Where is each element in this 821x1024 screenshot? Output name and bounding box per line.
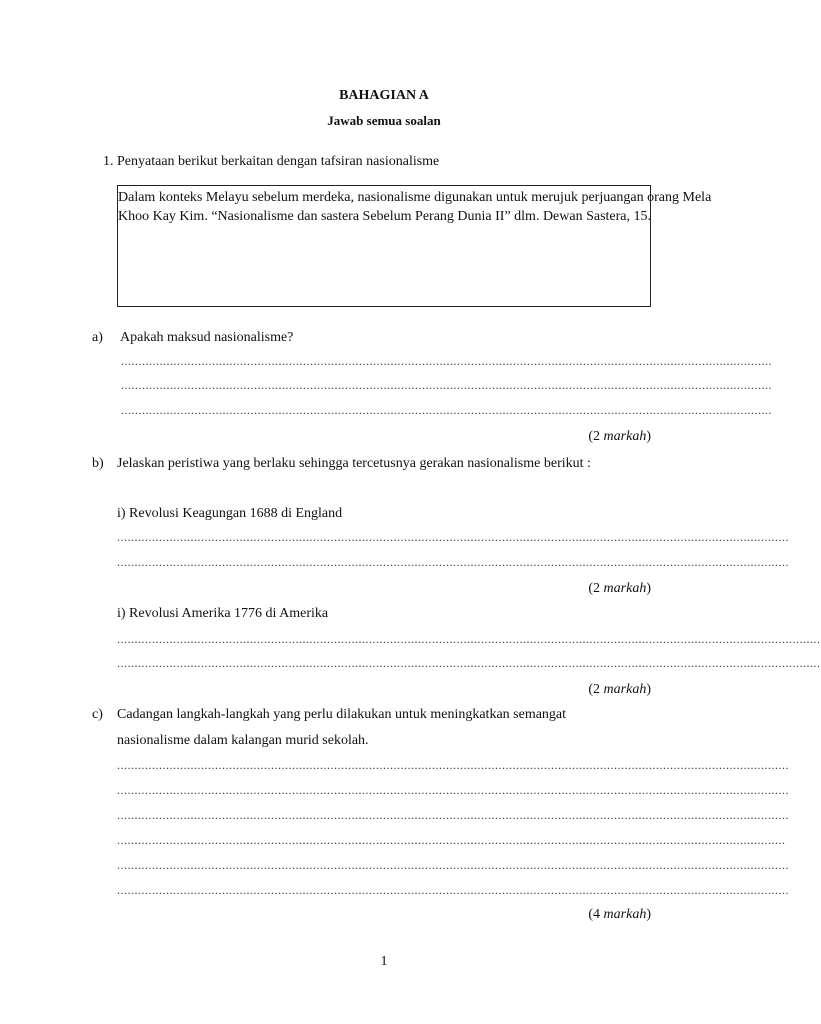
answer-line[interactable]: ................................................................................................................................................................................................ (117, 555, 789, 569)
part-c-question-line1: Cadangan langkah-langkah yang perlu dilakukan untuk meningkatkan semangat (117, 707, 567, 722)
marks-word: markah (603, 682, 647, 697)
quote-line: Dalam konteks Melayu sebelum merdeka, nasionalisme digunakan untuk merujuk perjuangan orang Mela (118, 190, 712, 205)
marks-word: markah (603, 907, 647, 922)
answer-line[interactable]: ................................................................................................................................................................................................ (117, 530, 789, 544)
part-a-label: a) (92, 330, 103, 345)
marks-number: 4 (593, 907, 601, 922)
part-b-question: Jelaskan peristiwa yang berlaku sehingga tercetusnya gerakan nasionalisme berikut : (117, 456, 591, 471)
answer-line[interactable]: ................................................................................................................................................................................................ (117, 808, 789, 822)
answer-line[interactable]: ................................................................................................................................................................................................ (117, 783, 789, 797)
question-stem: Penyataan berikut berkaitan dengan tafsiran nasionalisme (117, 154, 440, 169)
marks-number: 2 (593, 429, 601, 444)
part-a-question: Apakah maksud nasionalisme? (120, 330, 294, 345)
marks-label: (2 markah) (588, 581, 651, 596)
part-b-sub1-question: i) Revolusi Keagungan 1688 di England (117, 506, 343, 521)
question-number: 1. (103, 154, 114, 169)
answer-line[interactable]: ................................................................................................................................................................................................ (117, 858, 789, 872)
marks-label: (2 markah) (588, 429, 651, 444)
marks-word: markah (603, 581, 647, 596)
answer-line[interactable]: .......................................................................................................................................................................................... (121, 378, 772, 392)
answer-line[interactable]: ............................................................................................................................................................................................... (117, 833, 786, 847)
answer-line[interactable]: .......................................................................................................................................................................................... (121, 354, 772, 368)
part-c-question-line2: nasionalisme dalam kalangan murid sekolah. (117, 733, 369, 748)
part-c-label: c) (92, 707, 103, 722)
part-b-label: b) (92, 456, 104, 471)
answer-line[interactable]: ................................................................................................................................................................................................ (117, 883, 789, 897)
answer-line[interactable]: ................................................................................................................................................................................................ (117, 758, 789, 772)
answer-line[interactable]: .......................................................................................................................................................................................... (121, 403, 772, 417)
marks-word: markah (603, 429, 647, 444)
quote-line: Khoo Kay Kim. “Nasionalisme dan sastera Sebelum Perang Dunia II” dlm. Dewan Sastera, 15. (118, 209, 652, 224)
marks-label: (4 markah) (588, 907, 651, 922)
section-title: BAHAGIAN A (339, 88, 429, 103)
marks-label: (2 markah) (588, 682, 651, 697)
marks-number: 2 (593, 682, 601, 697)
part-b-sub2-question: i) Revolusi Amerika 1776 di Amerika (117, 606, 329, 621)
answer-line[interactable]: ......................................................................................................................................................................................................... (117, 656, 821, 670)
quote-text (118, 188, 711, 226)
page-number: 1 (380, 954, 388, 969)
marks-number: 2 (593, 581, 601, 596)
answer-line[interactable]: ......................................................................................................................................................................................................... (117, 632, 821, 646)
instruction: Jawab semua soalan (327, 113, 441, 128)
